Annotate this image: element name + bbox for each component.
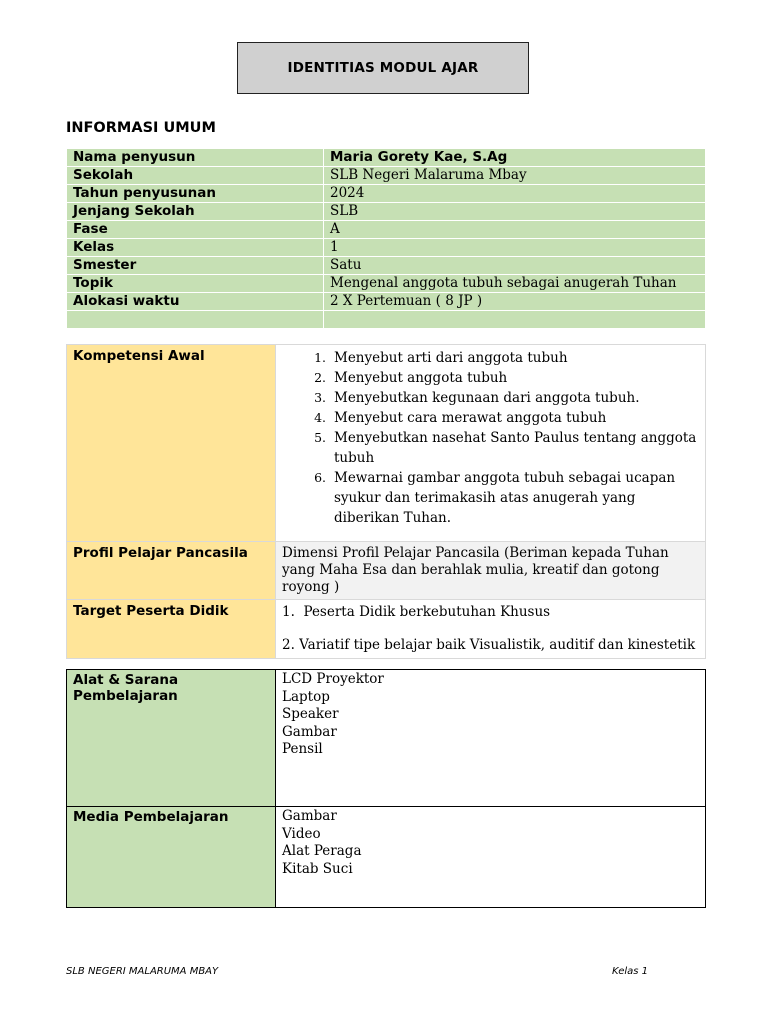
media-value bbox=[276, 807, 706, 908]
alat-row bbox=[67, 670, 706, 807]
info-row bbox=[67, 293, 706, 311]
info-row-empty bbox=[67, 311, 706, 329]
profil-value: Dimensi Profil Pelajar Pancasila (Beriman kepada Tuhan yang Maha Esa dan berahlak mulia, kreatif dan gotong royong ) bbox=[276, 542, 706, 600]
list-item: Video bbox=[282, 825, 321, 842]
info-row bbox=[67, 149, 706, 167]
list-item: Pensil bbox=[282, 741, 323, 757]
list-item: Gambar bbox=[282, 723, 337, 740]
kompetensi-table bbox=[66, 344, 706, 659]
target-label: Target Peserta Didik bbox=[67, 600, 276, 659]
info-value: SLB bbox=[324, 203, 706, 221]
target-line-2: 2. Variatif tipe belajar baik Visualistik, auditif dan kinestetik bbox=[282, 637, 696, 653]
info-row bbox=[67, 185, 706, 203]
info-row bbox=[67, 275, 706, 293]
info-label bbox=[67, 311, 324, 329]
info-value: Satu bbox=[324, 257, 706, 275]
info-value: A bbox=[324, 221, 706, 239]
info-label: Alokasi waktu bbox=[67, 293, 324, 311]
list-item: Laptop bbox=[282, 688, 330, 705]
target-line-1: 1. Peserta Didik berkebutuhan Khusus bbox=[282, 604, 551, 620]
info-label: Topik bbox=[67, 275, 324, 293]
profil-label: Profil Pelajar Pancasila bbox=[67, 542, 276, 600]
footer-school: SLB NEGERI MALARUMA MBAY bbox=[66, 966, 219, 977]
list-item: Alat Peraga bbox=[282, 843, 362, 859]
list-item: 1. Menyebut arti dari anggota tubuh bbox=[330, 348, 699, 368]
kompetensi-value bbox=[276, 345, 706, 542]
target-row bbox=[67, 600, 706, 659]
media-label: Media Pembelajaran bbox=[67, 807, 276, 908]
list-item: Gambar bbox=[282, 808, 337, 824]
list-item: 6. Mewarnai gambar anggota tubuh sebagai ucapan syukur dan terimakasih atas anugerah yang diberikan Tuhan. bbox=[330, 468, 699, 528]
info-row bbox=[67, 239, 706, 257]
list-item: Kitab Suci bbox=[282, 860, 353, 877]
info-label: Nama penyusun bbox=[67, 149, 324, 167]
info-label: Fase bbox=[67, 221, 324, 239]
list-item: 2. Menyebut anggota tubuh bbox=[330, 368, 699, 388]
info-value: 1 bbox=[324, 239, 706, 257]
list-item: 5. Menyebutkan nasehat Santo Paulus tentang anggota tubuh bbox=[330, 428, 699, 468]
info-row bbox=[67, 221, 706, 239]
list-item: Speaker bbox=[282, 706, 339, 722]
media-row bbox=[67, 807, 706, 908]
info-row bbox=[67, 167, 706, 185]
list-item: 3. Menyebutkan kegunaan dari anggota tubuh. bbox=[330, 388, 699, 408]
info-label: Sekolah bbox=[67, 167, 324, 185]
kompetensi-list bbox=[282, 348, 699, 528]
info-value: 2024 bbox=[324, 185, 706, 203]
informasi-umum-table bbox=[66, 148, 706, 329]
footer-class: Kelas 1 bbox=[612, 966, 649, 977]
kompetensi-row bbox=[67, 345, 706, 542]
alat-label: Alat & Sarana Pembelajaran bbox=[67, 670, 276, 807]
profil-row bbox=[67, 542, 706, 600]
info-row bbox=[67, 257, 706, 275]
info-value: Mengenal anggota tubuh sebagai anugerah Tuhan bbox=[324, 275, 706, 293]
info-value: 2 X Pertemuan ( 8 JP ) bbox=[324, 293, 706, 311]
info-label: Jenjang Sekolah bbox=[67, 203, 324, 221]
list-item: LCD Proyektor bbox=[282, 671, 384, 687]
info-value: SLB Negeri Malaruma Mbay bbox=[324, 167, 706, 185]
module-title-box bbox=[237, 42, 529, 94]
info-label: Kelas bbox=[67, 239, 324, 257]
section-heading-informasi-umum: INFORMASI UMUM bbox=[66, 120, 216, 136]
info-label: Smester bbox=[67, 257, 324, 275]
alat-media-table bbox=[66, 669, 706, 908]
info-row bbox=[67, 203, 706, 221]
alat-value bbox=[276, 670, 706, 807]
info-value bbox=[324, 311, 706, 329]
list-item: 4. Menyebut cara merawat anggota tubuh bbox=[330, 408, 699, 428]
kompetensi-label: Kompetensi Awal bbox=[67, 345, 276, 542]
info-value: Maria Gorety Kae, S.Ag bbox=[324, 149, 706, 167]
info-label: Tahun penyusunan bbox=[67, 185, 324, 203]
module-title: IDENTITIAS MODUL AJAR bbox=[287, 60, 479, 76]
target-value bbox=[276, 600, 706, 659]
